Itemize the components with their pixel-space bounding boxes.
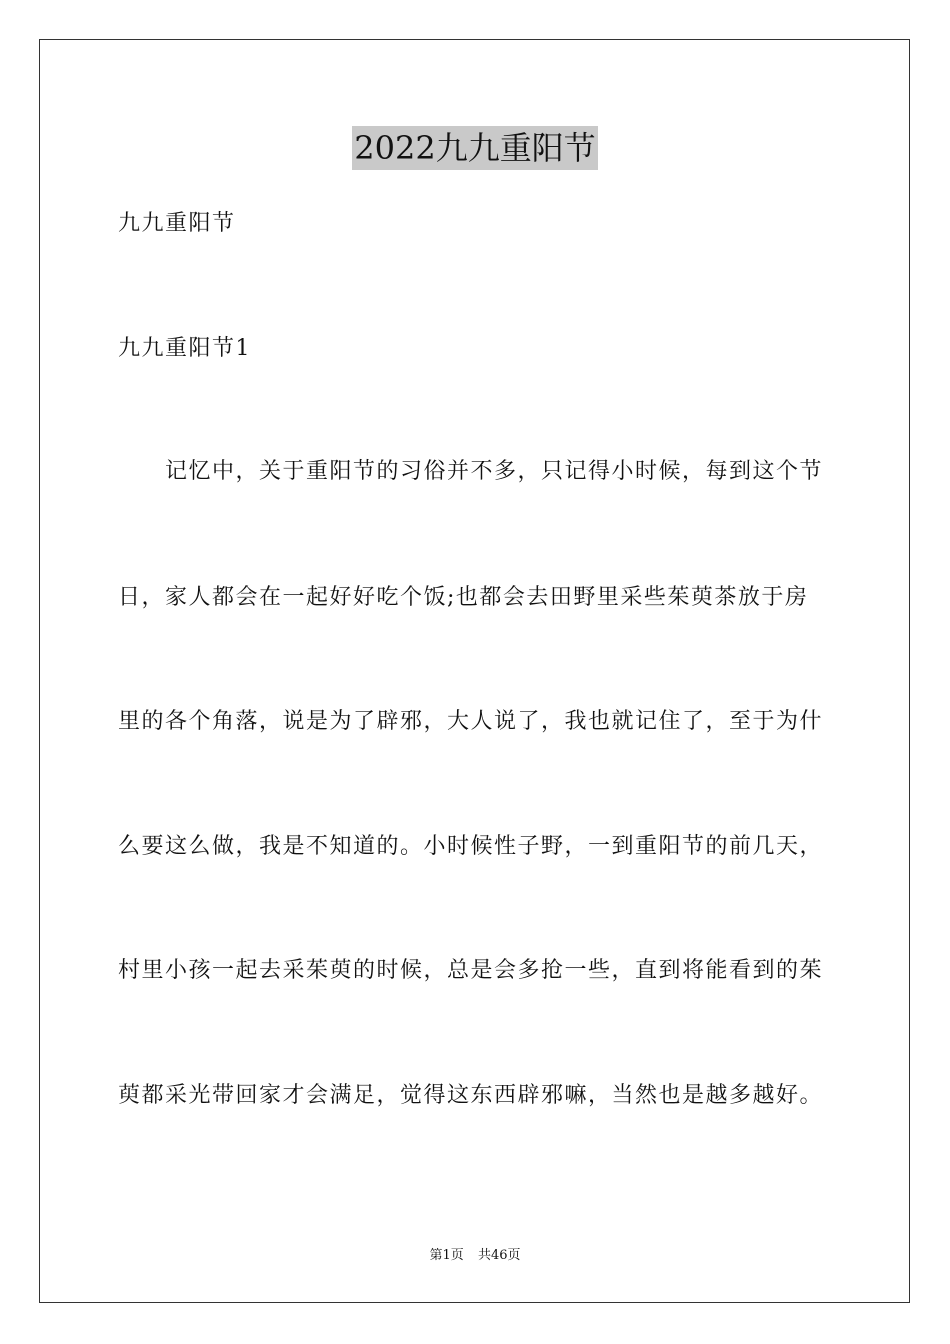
document-title: 2022九九重阳节 (352, 126, 597, 170)
paragraph-line-4: 么要这么做，我是不知道的。小时候性子野，一到重阳节的前几天， (118, 834, 824, 859)
subtitle: 九九重阳节 (118, 211, 236, 236)
page-total: 共46页 (477, 1248, 521, 1263)
section-heading: 九九重阳节1 (118, 336, 251, 361)
page-number: 第1页 (429, 1248, 464, 1263)
paragraph-line-5: 村里小孩一起去采茱萸的时候，总是会多抢一些，直到将能看到的茱 (118, 958, 824, 983)
page-footer (0, 1247, 950, 1265)
paragraph-line-3: 里的各个角落，说是为了辟邪，大人说了，我也就记住了，至于为什 (118, 709, 824, 734)
paragraph-line-2: 日，家人都会在一起好好吃个饭;也都会去田野里采些茱萸茶放于房 (118, 585, 809, 610)
title-container (0, 126, 950, 170)
paragraph-line-1: 记忆中，关于重阳节的习俗并不多，只记得小时候，每到这个节 (118, 459, 824, 484)
paragraph-line-6: 萸都采光带回家才会满足，觉得这东西辟邪嘛，当然也是越多越好。 (118, 1083, 824, 1108)
